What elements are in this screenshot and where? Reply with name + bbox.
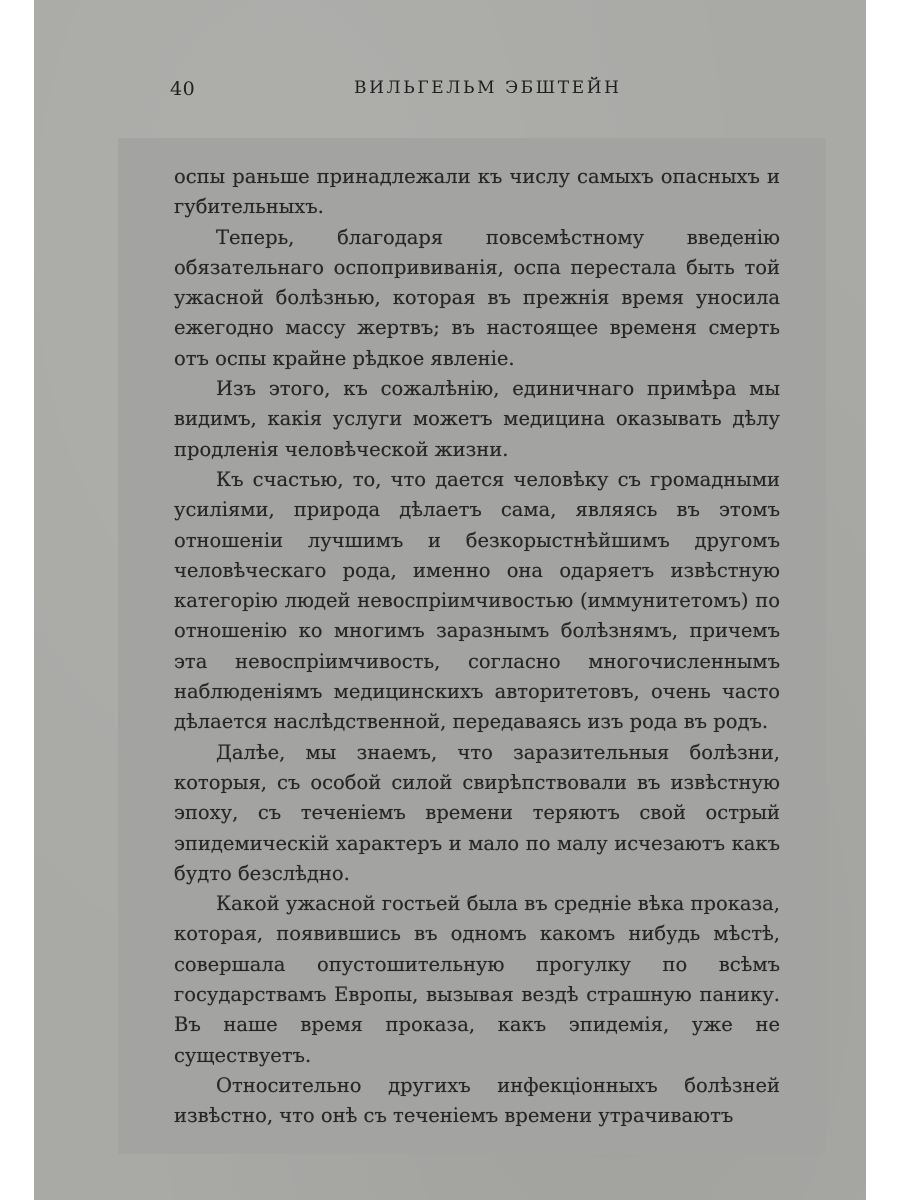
paragraph: Теперь, благодаря повсемѣстному введенію обязательнаго оспопрививанія, оспа перестала быть той ужасной болѣзнью, которая въ прежнія время уносила ежегодно массу жертвъ; въ настоящее временя смерть отъ оспы крайне рѣдкое явленіе.	[174, 225, 780, 370]
running-head-author: ВИЛЬГЕЛЬМ ЭБШТЕЙН	[354, 78, 622, 98]
paragraph: Къ счастью, то, что дается человѣку съ громадными усиліями, природа дѣлаетъ сама, являясь въ этомъ отношеніи лучшимъ и безкорыстнѣйшимъ другомъ человѣческаго рода, именно она одаряетъ извѣстную категорію людей невоспріимчивостью (иммунитетомъ) по отношенію ко многимъ заразнымъ болѣзнямъ, причемъ эта невоспріимчивость, согласно многочисленнымъ наблюденіямъ медицинскихъ авторитетовъ, очень часто дѣлается наслѣдственной, передаваясь изъ рода въ родъ.	[174, 467, 780, 734]
scanned-page	[34, 0, 866, 1200]
paragraph-continuation: оспы раньше принадлежали къ числу самыхъ опасныхъ и губительныхъ.	[174, 165, 780, 219]
paragraph: Какой ужасной гостьей была въ средніе вѣка проказа, которая, появившись въ одномъ какомъ нибудь мѣстѣ, совершала опустошительную прогулку по всѣмъ государствамъ Европы, вызывая вездѣ страшную панику. Въ наше время проказа, какъ эпидемія, уже не существуетъ.	[174, 892, 780, 1067]
paragraph-last: Относительно другихъ инфекціонныхъ болѣзней извѣстно, что онѣ съ теченіемъ времени утрачиваютъ	[174, 1073, 780, 1128]
paragraph: Изъ этого, къ сожалѣнію, единичнаго примѣра мы видимъ, какія услуги можетъ медицина оказывать дѣлу продленія человѣческой жизни.	[174, 377, 780, 461]
page-header	[34, 74, 866, 104]
body-text	[174, 162, 780, 1132]
page-number: 40	[170, 78, 196, 100]
paragraph: Далѣе, мы знаемъ, что заразительныя болѣзни, которыя, съ особой силой свирѣпствовали въ извѣстную эпоху, съ теченіемъ времени теряютъ свой острый эпидемическій характеръ и мало по малу исчезаютъ какъ будто безслѣдно.	[174, 740, 780, 885]
